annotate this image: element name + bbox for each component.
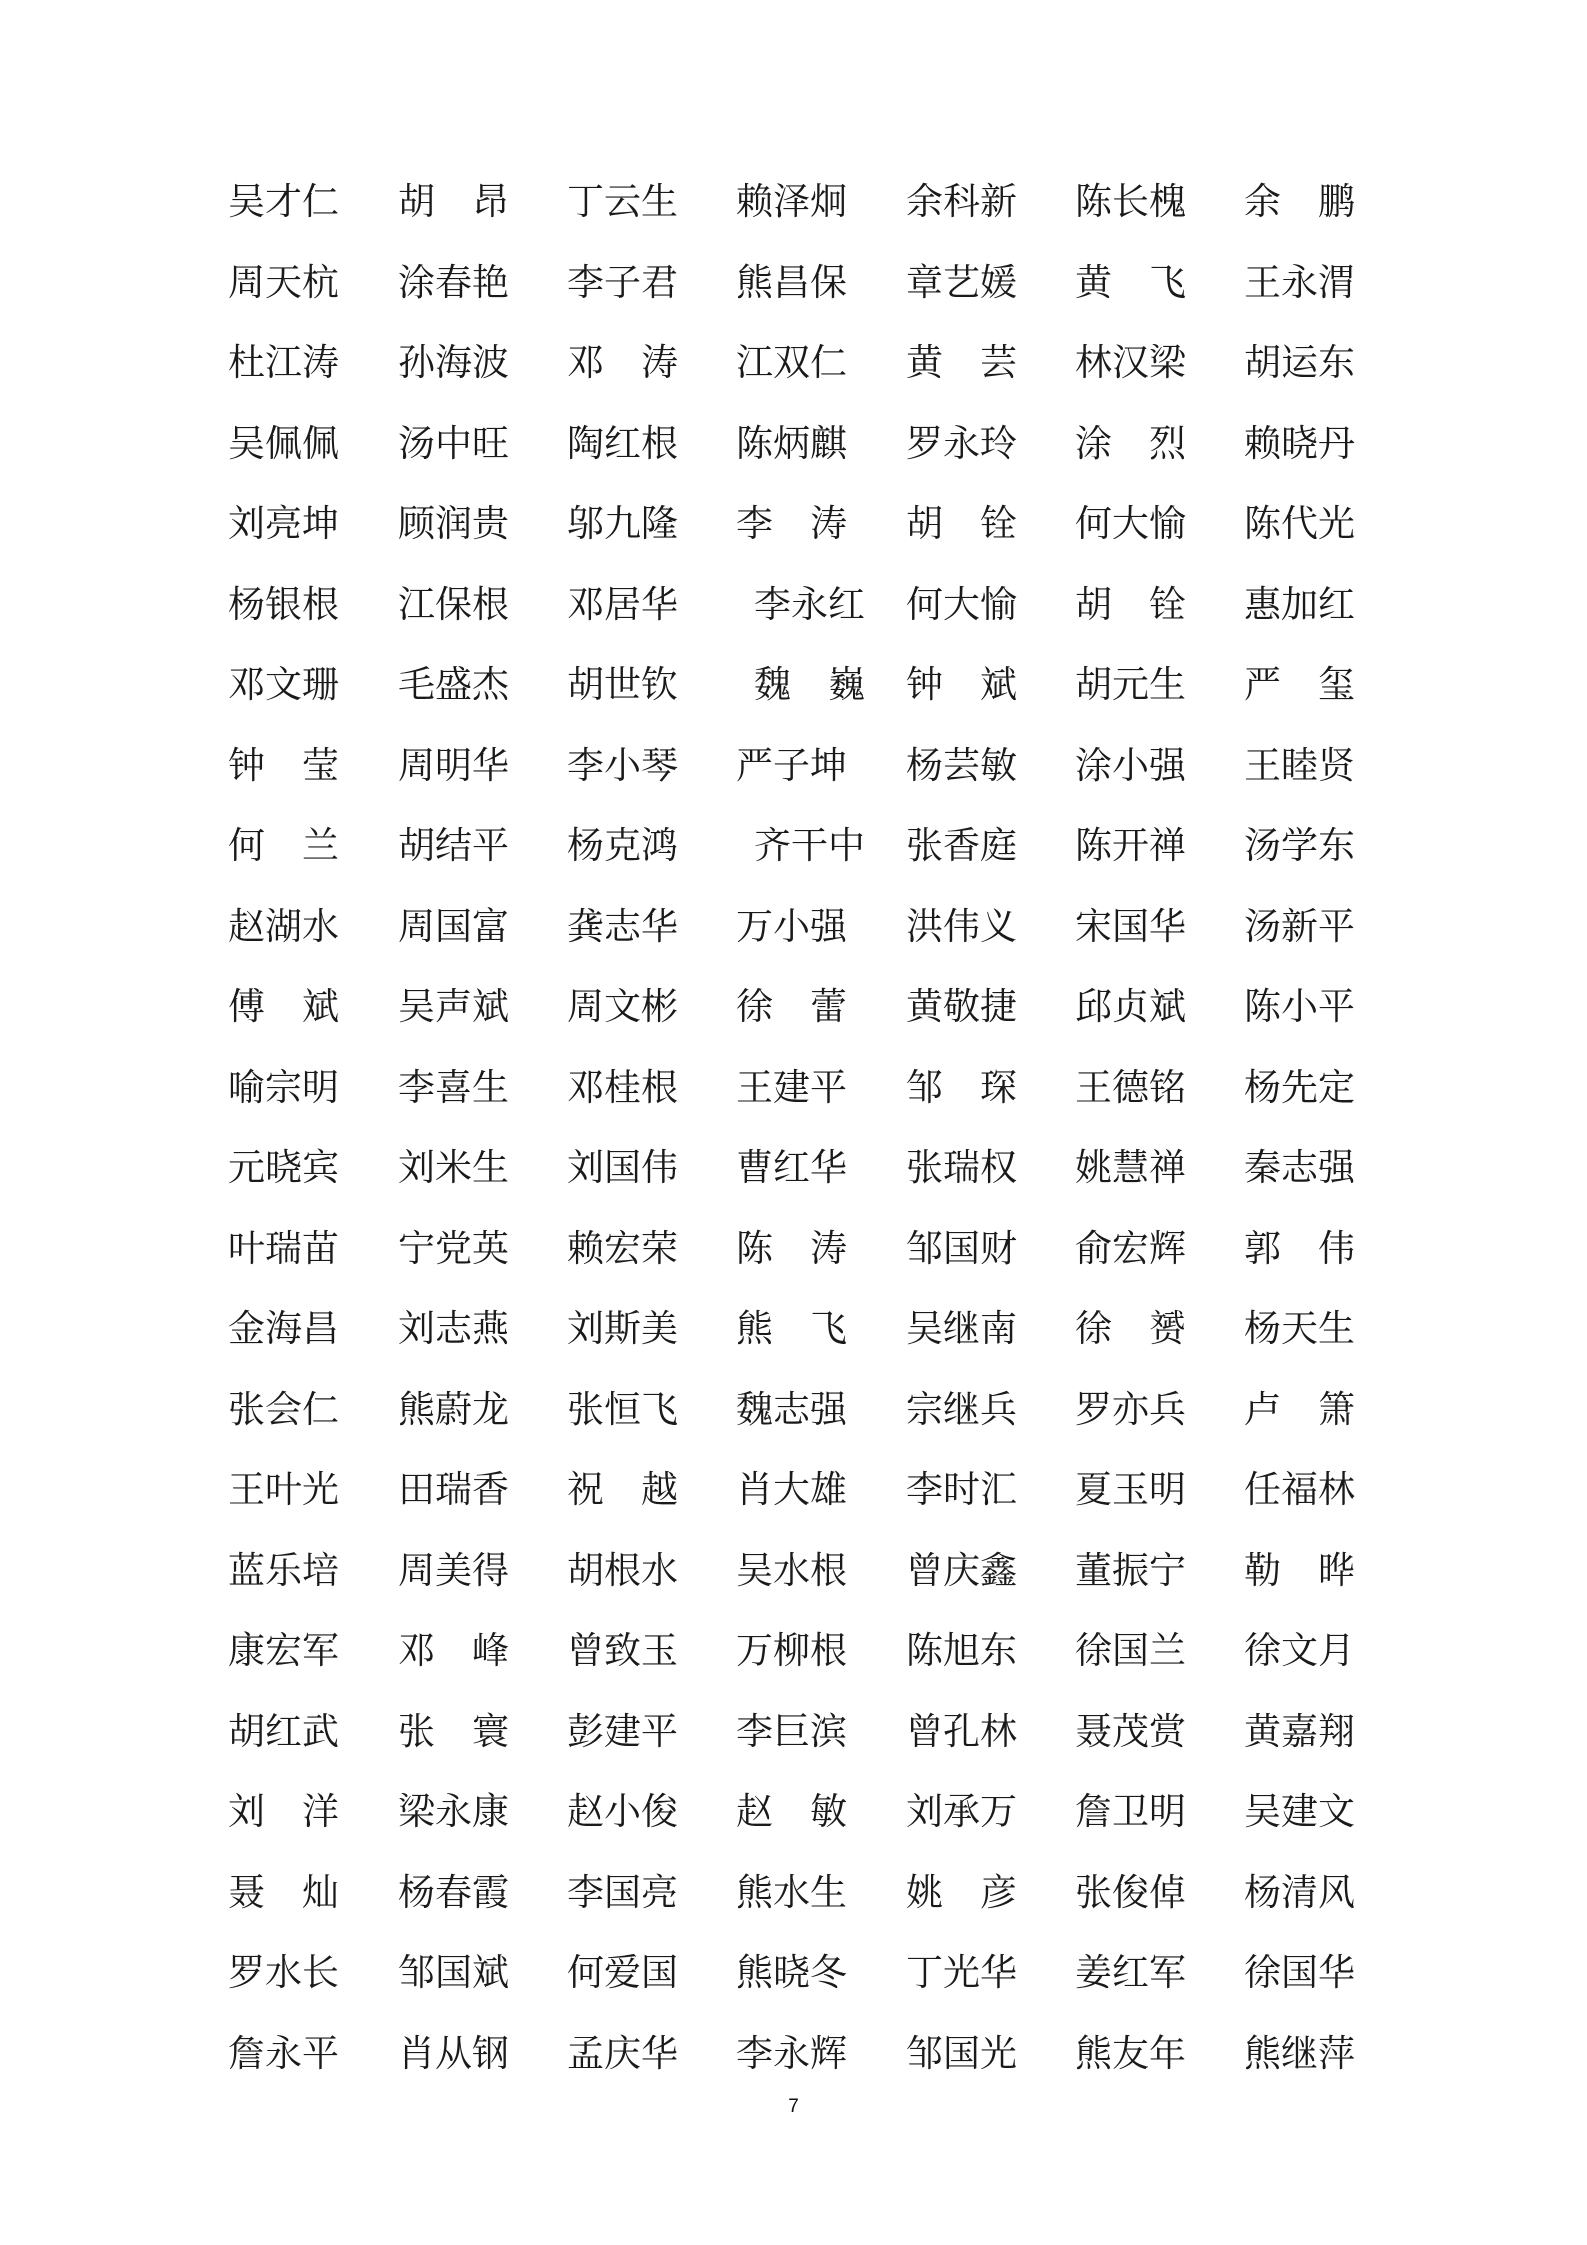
name-row [228,333,1408,414]
person-name: 刘国伟 [567,1146,678,1189]
person-name: 李永辉 [736,2031,847,2075]
person-name: 詹卫明 [1075,1790,1186,1833]
person-name: 李子君 [567,260,678,304]
person-name: 周天杭 [228,260,339,304]
person-name: 吴水根 [736,1548,847,1592]
person-name: 王建平 [736,1065,847,1109]
person-name: 杨春霞 [398,1870,509,1914]
person-name: 何爱国 [567,1951,678,1994]
person-name: 郭 伟 [1244,1226,1355,1270]
person-name: 黄 芸 [906,341,1017,384]
person-name: 李永红 [754,582,865,626]
person-name: 喻宗明 [228,1065,339,1109]
name-row [228,1943,1408,2024]
person-name: 赖宏荣 [567,1226,678,1270]
person-name: 徐 赟 [1075,1307,1186,1350]
person-name: 周文彬 [567,985,678,1028]
person-name: 陈开禅 [1075,824,1186,867]
person-name: 汤新平 [1244,904,1355,948]
name-row [228,897,1408,978]
person-name: 赖晓丹 [1244,421,1355,465]
person-name: 曹红华 [736,1146,847,1189]
person-name: 刘米生 [398,1146,509,1189]
name-row [228,736,1408,817]
person-name: 涂小强 [1075,743,1186,787]
person-name: 杨克鸿 [567,824,678,867]
person-name: 赵湖水 [228,904,339,948]
person-name: 李喜生 [398,1065,509,1109]
name-row [228,253,1408,334]
person-name: 李巨滨 [736,1709,847,1753]
person-name: 罗亦兵 [1075,1387,1186,1431]
person-name: 李 涛 [736,502,847,545]
person-name: 王睦贤 [1244,743,1355,787]
person-name: 金海昌 [228,1307,339,1350]
person-name: 聂茂赏 [1075,1709,1186,1753]
person-name: 杨天生 [1244,1307,1355,1350]
person-name: 邓 峰 [398,1629,509,1672]
person-name: 曾致玉 [567,1629,678,1672]
person-name: 徐国华 [1244,1951,1355,1994]
name-row [228,1299,1408,1380]
person-name: 严 玺 [1244,663,1355,706]
person-name: 祝 越 [567,1468,678,1511]
person-name: 勒 晔 [1244,1548,1355,1592]
person-name: 曾庆鑫 [906,1548,1017,1592]
name-row [228,1782,1408,1863]
person-name: 秦志强 [1244,1146,1355,1189]
person-name: 宗继兵 [906,1387,1017,1431]
person-name: 万小强 [736,904,847,948]
page-number: 7 [788,2096,799,2117]
person-name: 彭建平 [567,1709,678,1753]
person-name: 张会仁 [228,1387,339,1431]
person-name: 徐国兰 [1075,1629,1186,1672]
person-name: 肖从钢 [398,2031,509,2075]
person-name: 张 寰 [398,1709,509,1753]
person-name: 杨先定 [1244,1065,1355,1109]
person-name: 惠加红 [1244,582,1355,626]
person-name: 丁云生 [567,180,678,223]
person-name: 周明华 [398,743,509,787]
person-name: 余 鹏 [1244,180,1355,223]
person-name: 罗永玲 [906,421,1017,465]
person-name: 胡根水 [567,1548,678,1592]
person-name: 陈小平 [1244,985,1355,1028]
name-row [228,1621,1408,1702]
person-name: 章艺媛 [906,260,1017,304]
person-name: 邱贞斌 [1075,985,1186,1028]
person-name: 周国富 [398,904,509,948]
person-name: 邬九隆 [567,502,678,545]
person-name: 陈长槐 [1075,180,1186,223]
person-name: 钟 斌 [906,663,1017,706]
person-name: 龚志华 [567,904,678,948]
name-row [228,575,1408,656]
person-name: 刘 洋 [228,1790,339,1833]
person-name: 叶瑞苗 [228,1226,339,1270]
name-row [228,494,1408,575]
name-list-grid [228,172,1408,2104]
person-name: 孟庆华 [567,2031,678,2075]
person-name: 田瑞香 [398,1468,509,1511]
person-name: 毛盛杰 [398,663,509,706]
person-name: 江保根 [398,582,509,626]
person-name: 李小琴 [567,743,678,787]
person-name: 魏志强 [736,1387,847,1431]
person-name: 熊晓冬 [736,1951,847,1994]
name-row [228,1058,1408,1139]
person-name: 邓桂根 [567,1065,678,1109]
person-name: 胡红武 [228,1709,339,1753]
person-name: 胡结平 [398,824,509,867]
name-row [228,1380,1408,1461]
person-name: 邓文珊 [228,663,339,706]
person-name: 邓 涛 [567,341,678,384]
person-name: 元晓宾 [228,1146,339,1189]
person-name: 陶红根 [567,421,678,465]
person-name: 肖大雄 [736,1468,847,1511]
person-name: 涂春艳 [398,260,509,304]
person-name: 杨银根 [228,582,339,626]
person-name: 吴声斌 [398,985,509,1028]
name-row [228,1863,1408,1944]
person-name: 宁党英 [398,1226,509,1270]
person-name: 严子坤 [736,743,847,787]
person-name: 宋国华 [1075,904,1186,948]
person-name: 刘斯美 [567,1307,678,1350]
person-name: 罗水长 [228,1951,339,1994]
person-name: 胡 昂 [398,180,509,223]
person-name: 赵 敏 [736,1790,847,1833]
person-name: 胡 铨 [1075,582,1186,626]
person-name: 胡世钦 [567,663,678,706]
person-name: 詹永平 [228,2031,339,2075]
person-name: 汤学东 [1244,824,1355,867]
person-name: 邹国财 [906,1226,1017,1270]
person-name: 梁永康 [398,1790,509,1833]
person-name: 傅 斌 [228,985,339,1028]
person-name: 熊 飞 [736,1307,847,1350]
person-name: 钟 莹 [228,743,339,787]
person-name: 刘承万 [906,1790,1017,1833]
person-name: 林汉梁 [1075,341,1186,384]
person-name: 张香庭 [906,824,1017,867]
person-name: 熊昌保 [736,260,847,304]
person-name: 胡元生 [1075,663,1186,706]
person-name: 汤中旺 [398,421,509,465]
person-name: 何大愉 [1075,502,1186,545]
person-name: 王叶光 [228,1468,339,1511]
person-name: 何 兰 [228,824,339,867]
person-name: 孙海波 [398,341,509,384]
name-row [228,2024,1408,2105]
name-row [228,816,1408,897]
person-name: 吴佩佩 [228,421,339,465]
person-name: 康宏军 [228,1629,339,1672]
person-name: 赵小俊 [567,1790,678,1833]
name-row [228,977,1408,1058]
name-row [228,1138,1408,1219]
person-name: 徐文月 [1244,1629,1355,1672]
name-row [228,655,1408,736]
person-name: 熊友年 [1075,2031,1186,2075]
name-row [228,1541,1408,1622]
person-name: 刘亮坤 [228,502,339,545]
person-name: 刘志燕 [398,1307,509,1350]
name-row [228,414,1408,495]
person-name: 胡运东 [1244,341,1355,384]
person-name: 俞宏辉 [1075,1226,1186,1270]
name-row [228,1702,1408,1783]
person-name: 李国亮 [567,1870,678,1914]
person-name: 顾润贵 [398,502,509,545]
person-name: 陈代光 [1244,502,1355,545]
person-name: 张恒飞 [567,1387,678,1431]
person-name: 杨芸敏 [906,743,1017,787]
person-name: 齐干中 [754,824,865,867]
person-name: 蓝乐培 [228,1548,339,1592]
person-name: 丁光华 [906,1951,1017,1994]
person-name: 聂 灿 [228,1870,339,1914]
person-name: 邓居华 [567,582,678,626]
person-name: 黄 飞 [1075,260,1186,304]
person-name: 赖泽炯 [736,180,847,223]
name-row [228,172,1408,253]
person-name: 江双仁 [736,341,847,384]
person-name: 张瑞权 [906,1146,1017,1189]
person-name: 吴继南 [906,1307,1017,1350]
person-name: 董振宁 [1075,1548,1186,1592]
person-name: 王德铭 [1075,1065,1186,1109]
person-name: 王永渭 [1244,260,1355,304]
person-name: 邹国光 [906,2031,1017,2075]
person-name: 万柳根 [736,1629,847,1672]
person-name: 杜江涛 [228,341,339,384]
person-name: 陈炳麒 [736,421,847,465]
person-name: 邹国斌 [398,1951,509,1994]
person-name: 黄嘉翔 [1244,1709,1355,1753]
person-name: 邹 琛 [906,1065,1017,1109]
person-name: 熊继萍 [1244,2031,1355,2075]
person-name: 余科新 [906,180,1017,223]
person-name: 姜红军 [1075,1951,1186,1994]
person-name: 胡 铨 [906,502,1017,545]
person-name: 吴建文 [1244,1790,1355,1833]
person-name: 张俊倬 [1075,1870,1186,1914]
person-name: 夏玉明 [1075,1468,1186,1511]
person-name: 周美得 [398,1548,509,1592]
person-name: 曾孔林 [906,1709,1017,1753]
person-name: 熊水生 [736,1870,847,1914]
person-name: 涂 烈 [1075,421,1186,465]
person-name: 魏 巍 [754,663,865,706]
person-name: 李时汇 [906,1468,1017,1511]
person-name: 黄敬捷 [906,985,1017,1028]
person-name: 熊蔚龙 [398,1387,509,1431]
name-row [228,1460,1408,1541]
person-name: 吴才仁 [228,180,339,223]
name-row [228,1219,1408,1300]
person-name: 杨清风 [1244,1870,1355,1914]
person-name: 卢 箫 [1244,1387,1355,1431]
person-name: 何大愉 [906,582,1017,626]
person-name: 姚 彦 [906,1870,1017,1914]
person-name: 徐 蕾 [736,985,847,1028]
person-name: 任福林 [1244,1468,1355,1511]
person-name: 陈旭东 [906,1629,1017,1672]
person-name: 洪伟义 [906,904,1017,948]
person-name: 陈 涛 [736,1226,847,1270]
person-name: 姚慧禅 [1075,1146,1186,1189]
